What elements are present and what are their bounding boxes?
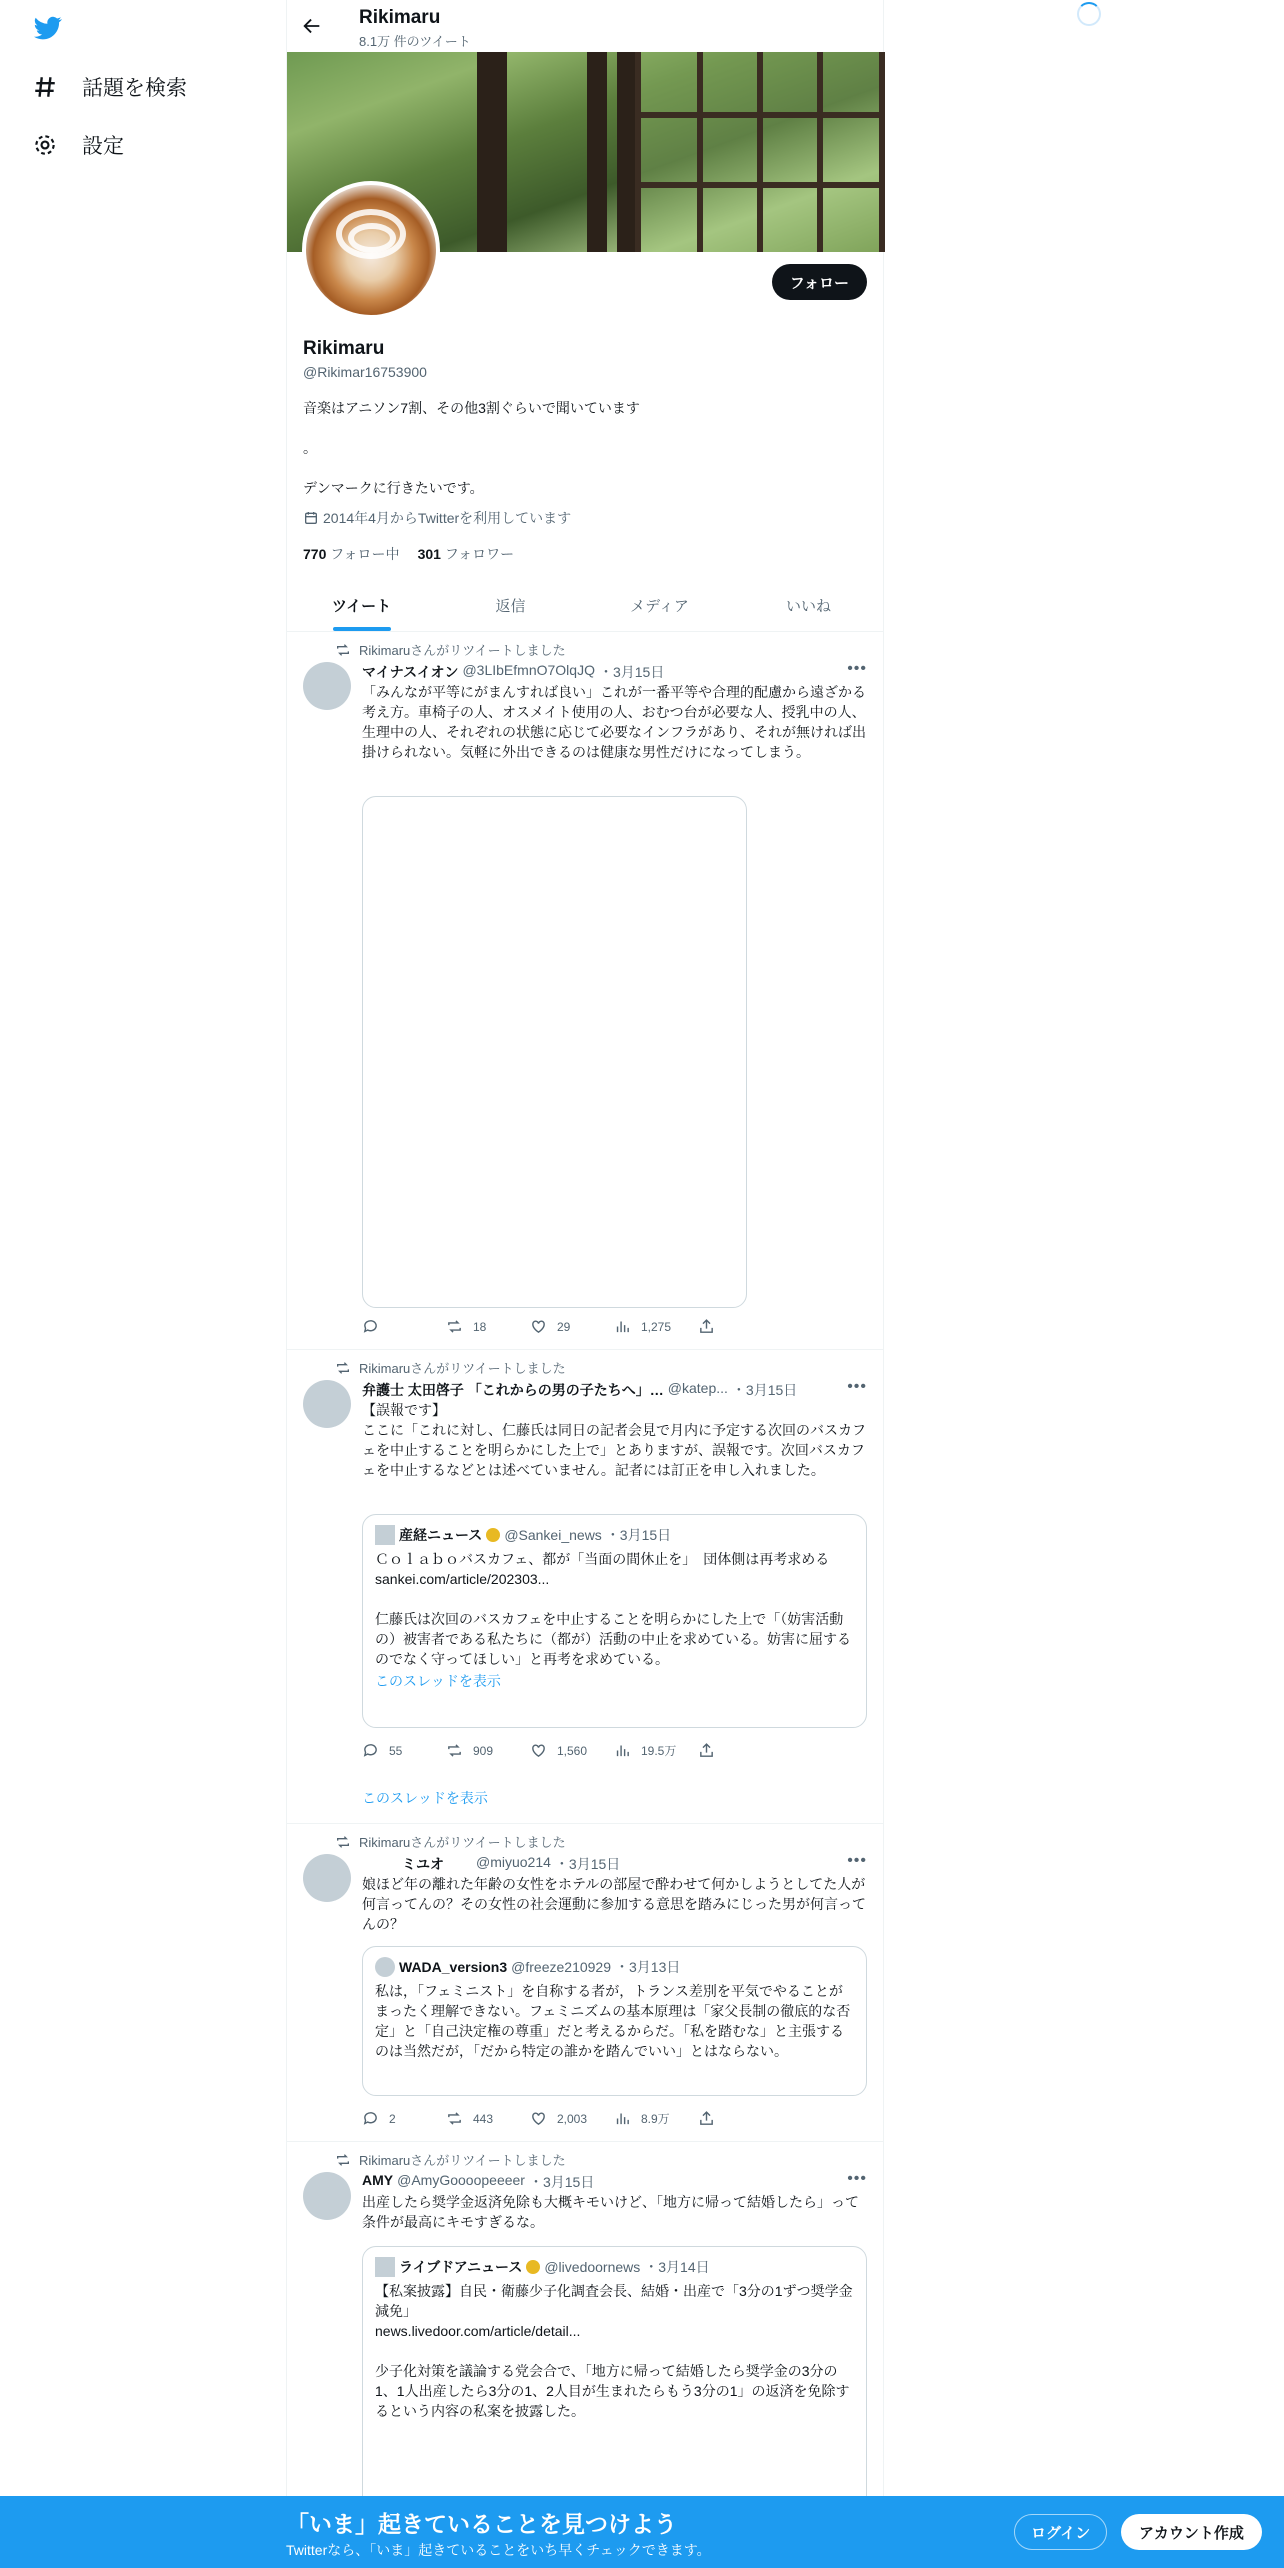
verified-badge-icon xyxy=(486,1528,500,1542)
retweet-count: 909 xyxy=(473,1743,494,1758)
tab-replies[interactable]: 返信 xyxy=(495,598,526,615)
tweet-actions xyxy=(362,1318,782,1335)
views-chart-icon xyxy=(614,2110,631,2127)
views-count: 1,275 xyxy=(641,1319,672,1334)
heart-icon xyxy=(530,1318,547,1335)
reply-icon xyxy=(362,2110,379,2127)
reply-icon xyxy=(362,1742,379,1759)
views-chart-icon xyxy=(614,1318,631,1335)
profile-tabs xyxy=(287,580,883,632)
quote-avatar xyxy=(375,2257,395,2277)
retweet-button[interactable] xyxy=(446,1742,530,1759)
retweet-icon xyxy=(446,1742,463,1759)
follow-button[interactable]: フォロー xyxy=(772,264,867,300)
retweet-indicator xyxy=(335,2150,566,2169)
tweet-avatar[interactable] xyxy=(303,662,351,710)
profile-follow-stats xyxy=(303,544,514,564)
profile-handle: @Rikimar16753900 xyxy=(303,364,427,380)
header-name: Rikimaru xyxy=(359,7,441,28)
tweet-date[interactable]: ・3月15日 xyxy=(598,664,665,680)
profile-avatar[interactable] xyxy=(302,181,440,319)
hashtag-icon xyxy=(32,74,58,100)
share-icon xyxy=(698,2110,715,2127)
views-count: 8.9万 xyxy=(641,2112,670,2126)
tab-tweets[interactable]: ツイート xyxy=(287,580,436,631)
retweet-label: Rikimaruさんがリツイートしました xyxy=(359,643,566,658)
profile-joined-text: 2014年4月からTwitterを利用しています xyxy=(323,510,572,526)
reply-icon xyxy=(362,1318,379,1335)
profile-bio: 音楽はアニソン7割、その他3割ぐらいで聞いています 。 デンマークに行きたいです。 xyxy=(303,400,640,496)
show-thread-link[interactable]: このスレッドを表示 xyxy=(362,1790,488,1806)
tweet-date[interactable]: ・3月15日 xyxy=(528,2174,595,2190)
tweet-date[interactable]: ・3月15日 xyxy=(554,1856,621,1872)
retweet-label: Rikimaruさんがリツイートしました xyxy=(359,2153,566,2168)
following-label: フォロー中 xyxy=(330,546,400,562)
share-button[interactable] xyxy=(698,1742,782,1759)
verified-badge-icon xyxy=(526,2260,540,2274)
quote-avatar xyxy=(375,1957,395,1977)
tweet-author-name[interactable]: マイナスイオン xyxy=(362,664,459,680)
tweet-header xyxy=(362,662,664,682)
tweet-author-name[interactable]: 弁護士 太田啓子 「これからの男の子たちへ」… xyxy=(362,1382,664,1398)
reply-count: 55 xyxy=(389,1743,403,1758)
share-button[interactable] xyxy=(698,1318,782,1335)
quote-author-name: ライブドアニュース xyxy=(399,2259,523,2275)
quote-author-name: 産経ニュース xyxy=(399,1527,483,1543)
tweet-text: 【誤報です】 ここに「これに対し、仁藤氏は同日の記者会見で月内に予定する次回のバスカフェを中止することを明らかにした上で」とありますが、誤報です。次回バスカフェを中止するなどとは述べていません。記者には訂正を申し入れました。 xyxy=(362,1402,866,1478)
tab-likes[interactable]: いいね xyxy=(785,598,831,615)
heart-icon xyxy=(530,1742,547,1759)
tweet-author-handle[interactable]: @katep... xyxy=(667,1380,728,1396)
share-icon xyxy=(698,1318,715,1335)
gear-icon xyxy=(32,132,58,158)
quote-tweet[interactable] xyxy=(362,1514,867,1728)
retweet-icon xyxy=(446,2110,463,2127)
signup-banner-subtitle: Twitterなら、「いま」起きていることをいち早くチェックできます。 xyxy=(286,2542,711,2558)
reply-button[interactable] xyxy=(362,2110,446,2127)
quote-date: ・3月13日 xyxy=(615,1959,681,1975)
quote-text: Ｃｏｌａｂｏバスカフェ、都が「当面の間休止を」 団体側は再考求める sankei.com/article/202303... 仁藤氏は次回のバスカフェを中止することを明らかにした上で「（妨害活動の）被害者である私たちに（都が）活動の中止を求めている。妨害に屈するのでなく守ってほしい」と再考を求めている。 xyxy=(375,1551,851,1667)
following-count: 770 xyxy=(303,546,327,562)
tweet-1[interactable] xyxy=(287,632,883,1350)
tweet-4[interactable] xyxy=(287,2142,883,2496)
nav-settings-label: 設定 xyxy=(82,135,124,158)
views-button[interactable] xyxy=(614,2110,698,2127)
retweet-indicator xyxy=(335,1358,566,1377)
more-options-icon[interactable]: ••• xyxy=(847,2170,867,2187)
login-button[interactable]: ログイン xyxy=(1014,2514,1107,2550)
like-button[interactable] xyxy=(530,1318,614,1335)
signup-banner xyxy=(0,2496,1284,2568)
profile-column xyxy=(286,0,884,2568)
retweet-button[interactable] xyxy=(446,1318,530,1335)
profile-name: Rikimaru xyxy=(303,338,385,359)
retweet-icon xyxy=(446,1318,463,1335)
retweet-icon xyxy=(335,642,351,658)
back-arrow-icon[interactable] xyxy=(301,15,323,37)
retweet-count: 18 xyxy=(473,1319,487,1334)
quote-header xyxy=(375,1957,854,1977)
tweet-3[interactable] xyxy=(287,1824,883,2142)
signup-banner-title: 「いま」起きていることを見つけよう xyxy=(286,2511,677,2537)
more-options-icon[interactable]: ••• xyxy=(847,660,867,677)
calendar-icon xyxy=(303,510,319,526)
tweet-author-handle[interactable]: @3LIbEfmnO7OlqJQ xyxy=(462,662,595,678)
reply-button[interactable] xyxy=(362,1318,446,1335)
views-count: 19.5万 xyxy=(641,1744,677,1758)
signup-button[interactable]: アカウント作成 xyxy=(1121,2514,1262,2550)
tweet-text: 「みんなが平等にがまんすれば良い」これが一番平等や合理的配慮から遠ざかる考え方。車椅子の人、オスメイト使用の人、おむつ台が必要な人、授乳中の人、生理中の人、それぞれの状態に応じて必要なインフラがあり、それが無ければ出掛けられない。気軽に外出できるのは健康な男性だけになってしまう。 xyxy=(362,684,866,760)
quote-author-handle: @livedoornews xyxy=(544,2259,641,2275)
twitter-bird-icon[interactable] xyxy=(32,14,64,42)
tweet-author-name[interactable]: AMY xyxy=(362,2172,394,2188)
retweet-icon xyxy=(335,1834,351,1850)
retweet-indicator xyxy=(335,1832,566,1851)
tweet-actions xyxy=(362,2110,782,2127)
nav-explore-label: 話題を検索 xyxy=(82,77,187,100)
like-count: 1,560 xyxy=(557,1743,588,1758)
retweet-indicator xyxy=(335,640,566,659)
quote-header xyxy=(375,2257,854,2277)
reply-count: 2 xyxy=(389,2111,396,2126)
tweet-header xyxy=(362,2172,594,2192)
quote-thread-link[interactable]: このスレッドを表示 xyxy=(375,1673,501,1689)
profile-joined xyxy=(303,508,571,528)
retweet-count: 443 xyxy=(473,2111,494,2126)
more-options-icon[interactable]: ••• xyxy=(847,1378,867,1395)
tweet-author-name[interactable]: ミユオ xyxy=(402,1856,444,1872)
like-count: 2,003 xyxy=(557,2111,588,2126)
nav-settings[interactable] xyxy=(32,130,124,160)
quote-text: 【私案披露】自民・衛藤少子化調査会長、結婚・出産で「3分の1ずつ奨学金減免」 news.livedoor.com/article/detail... 少子化対策を議論する党会合で、「地方に帰って結婚したら奨学金の3分の1、1人出産したら3分の1、2人目が生まれたらもう3分の1」の返済を免除するという内容の私案を披露した。 xyxy=(375,2283,853,2419)
header-tweet-count: 8.1万 件のツイート xyxy=(359,34,471,49)
loading-spinner-icon xyxy=(1077,2,1101,26)
tweet-avatar[interactable] xyxy=(303,2172,351,2220)
retweet-label: Rikimaruさんがリツイートしました xyxy=(359,1835,566,1850)
retweet-label: Rikimaruさんがリツイートしました xyxy=(359,1361,566,1376)
tweet-header xyxy=(362,1854,620,1874)
views-button[interactable] xyxy=(614,1742,698,1759)
tweet-actions xyxy=(362,1742,782,1759)
reply-button[interactable] xyxy=(362,1742,446,1759)
like-count: 29 xyxy=(557,1319,571,1334)
followers-count: 301 xyxy=(417,546,441,562)
tweet-text: 出産したら奨学金返済免除も大概キモいけど、「地方に帰って結婚したら」って条件が最高にキモすぎるな。 xyxy=(362,2194,859,2230)
tweet-header xyxy=(362,1380,797,1400)
share-icon xyxy=(698,1742,715,1759)
heart-icon xyxy=(530,2110,547,2127)
like-button[interactable] xyxy=(530,2110,614,2127)
tweet-text: 娘ほど年の離れた年齢の女性をホテルの部屋で酔わせて何かしようとしてた人が何言ってんの？その女性の社会運動に参加する意思を踏みにじった男が何言ってんの？ xyxy=(362,1876,866,1932)
quote-author-handle: @freeze210929 xyxy=(511,1959,611,1975)
quote-date: ・3月15日 xyxy=(605,1527,672,1543)
share-button[interactable] xyxy=(698,2110,782,2127)
profile-header-bar xyxy=(287,0,883,52)
tweet-2[interactable] xyxy=(287,1350,883,1824)
retweet-button[interactable] xyxy=(446,2110,530,2127)
quote-tweet[interactable] xyxy=(362,2246,867,2526)
quote-tweet[interactable] xyxy=(362,1946,867,2096)
tweet-avatar[interactable] xyxy=(303,1380,351,1428)
quote-text: 私は，「フェミニスト」を自称する者が，トランス差別を平気でやることがまったく理解できない。フェミニズムの基本原理は「家父長制の徹底的な否定」と「自己決定権の尊重」だと考えるからだ。「私を踏むな」と主張するのは当然だが，「だから特定の誰かを踏んでいい」とはならない。 xyxy=(375,1983,851,2059)
quote-author-name: WADA_version3 xyxy=(399,1959,508,1975)
tab-media[interactable]: メディア xyxy=(630,598,689,615)
more-options-icon[interactable]: ••• xyxy=(847,1852,867,1869)
followers-link[interactable] xyxy=(418,544,515,564)
tweet-avatar[interactable] xyxy=(303,1854,351,1902)
retweet-icon xyxy=(335,2152,351,2168)
quote-author-handle: @Sankei_news xyxy=(504,1527,602,1543)
retweet-icon xyxy=(335,1360,351,1376)
tweet-media[interactable] xyxy=(362,796,747,1308)
following-link[interactable] xyxy=(303,544,400,564)
quote-header xyxy=(375,1525,854,1545)
views-chart-icon xyxy=(614,1742,631,1759)
tweet-author-handle[interactable]: @miyuo214 xyxy=(476,1854,551,1870)
quote-avatar xyxy=(375,1525,395,1545)
followers-label: フォロワー xyxy=(444,546,515,562)
like-button[interactable] xyxy=(530,1742,614,1759)
nav-explore[interactable] xyxy=(32,72,187,102)
tweet-date[interactable]: ・3月15日 xyxy=(731,1382,798,1398)
quote-date: ・3月14日 xyxy=(644,2259,710,2275)
views-button[interactable] xyxy=(614,1318,698,1335)
tweet-author-handle[interactable]: @AmyGoooopeeeer xyxy=(397,2172,525,2188)
